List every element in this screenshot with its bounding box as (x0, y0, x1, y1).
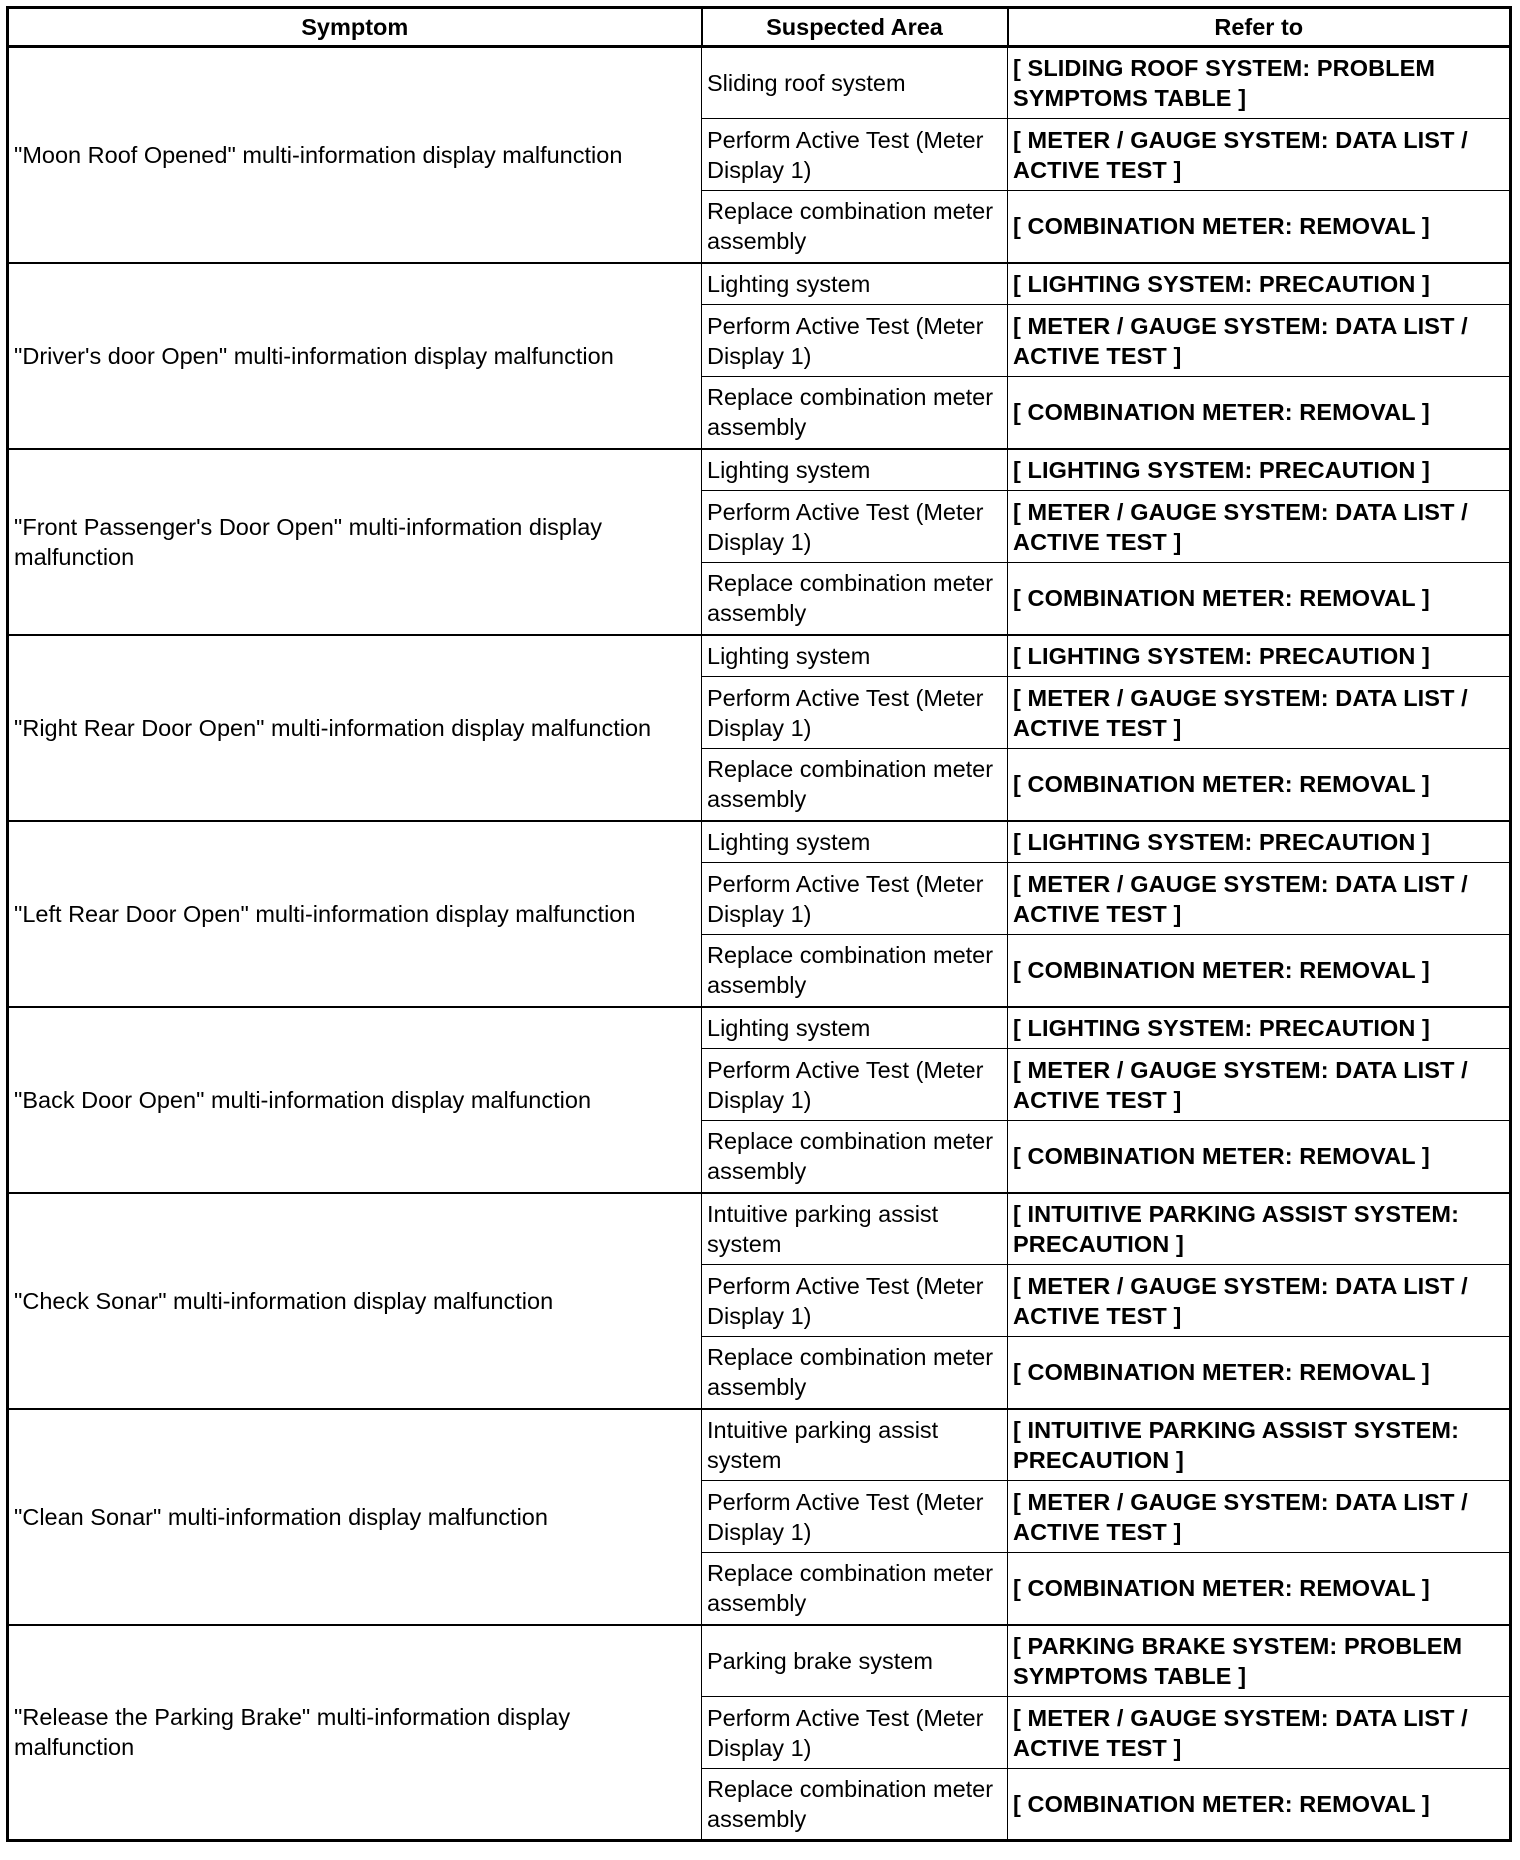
suspected-area-cell: Lighting system (702, 821, 1008, 863)
header-suspected-area: Suspected Area (702, 8, 1008, 47)
table-row (8, 1409, 1511, 1481)
table-row (8, 449, 1511, 491)
suspected-area-cell: Parking brake system (702, 1625, 1008, 1697)
refer-to-link[interactable]: [ LIGHTING SYSTEM: PRECAUTION ] (1008, 635, 1511, 677)
symptom-group (8, 47, 1511, 263)
suspected-area-cell: Perform Active Test (Meter Display 1) (702, 1049, 1008, 1121)
suspected-area-cell: Perform Active Test (Meter Display 1) (702, 491, 1008, 563)
symptom-group (8, 449, 1511, 635)
suspected-area-cell: Perform Active Test (Meter Display 1) (702, 1481, 1008, 1553)
refer-to-link[interactable]: [ INTUITIVE PARKING ASSIST SYSTEM: PRECAUTION ] (1008, 1193, 1511, 1265)
problem-symptoms-table (6, 6, 1512, 1842)
symptom-cell: "Driver's door Open" multi-information display malfunction (8, 263, 702, 449)
suspected-area-cell: Perform Active Test (Meter Display 1) (702, 1697, 1008, 1769)
symptom-cell: "Back Door Open" multi-information display malfunction (8, 1007, 702, 1193)
table-row (8, 635, 1511, 677)
refer-to-link[interactable]: [ METER / GAUGE SYSTEM: DATA LIST / ACTIVE TEST ] (1008, 1481, 1511, 1553)
refer-to-link[interactable]: [ METER / GAUGE SYSTEM: DATA LIST / ACTIVE TEST ] (1008, 491, 1511, 563)
suspected-area-cell: Replace combination meter assembly (702, 1121, 1008, 1193)
header-refer-to: Refer to (1008, 8, 1511, 47)
suspected-area-cell: Replace combination meter assembly (702, 1769, 1008, 1841)
suspected-area-cell: Lighting system (702, 449, 1008, 491)
table-row (8, 263, 1511, 305)
header-symptom: Symptom (8, 8, 702, 47)
refer-to-link[interactable]: [ INTUITIVE PARKING ASSIST SYSTEM: PRECAUTION ] (1008, 1409, 1511, 1481)
refer-to-link[interactable]: [ METER / GAUGE SYSTEM: DATA LIST / ACTIVE TEST ] (1008, 1265, 1511, 1337)
symptom-group (8, 263, 1511, 449)
table-row (8, 1625, 1511, 1697)
suspected-area-cell: Intuitive parking assist system (702, 1193, 1008, 1265)
refer-to-link[interactable]: [ METER / GAUGE SYSTEM: DATA LIST / ACTIVE TEST ] (1008, 1049, 1511, 1121)
refer-to-link[interactable]: [ LIGHTING SYSTEM: PRECAUTION ] (1008, 821, 1511, 863)
suspected-area-cell: Lighting system (702, 263, 1008, 305)
symptom-group (8, 1409, 1511, 1625)
symptom-group (8, 1625, 1511, 1841)
refer-to-link[interactable]: [ COMBINATION METER: REMOVAL ] (1008, 1121, 1511, 1193)
refer-to-link[interactable]: [ COMBINATION METER: REMOVAL ] (1008, 935, 1511, 1007)
refer-to-link[interactable]: [ COMBINATION METER: REMOVAL ] (1008, 1553, 1511, 1625)
suspected-area-cell: Lighting system (702, 1007, 1008, 1049)
table-header (8, 8, 1511, 47)
suspected-area-cell: Replace combination meter assembly (702, 935, 1008, 1007)
symptom-group (8, 821, 1511, 1007)
suspected-area-cell: Perform Active Test (Meter Display 1) (702, 119, 1008, 191)
refer-to-link[interactable]: [ METER / GAUGE SYSTEM: DATA LIST / ACTIVE TEST ] (1008, 119, 1511, 191)
symptom-group (8, 1193, 1511, 1409)
symptom-cell: "Left Rear Door Open" multi-information display malfunction (8, 821, 702, 1007)
refer-to-link[interactable]: [ METER / GAUGE SYSTEM: DATA LIST / ACTIVE TEST ] (1008, 305, 1511, 377)
suspected-area-cell: Perform Active Test (Meter Display 1) (702, 863, 1008, 935)
refer-to-link[interactable]: [ COMBINATION METER: REMOVAL ] (1008, 1769, 1511, 1841)
refer-to-link[interactable]: [ COMBINATION METER: REMOVAL ] (1008, 749, 1511, 821)
suspected-area-cell: Perform Active Test (Meter Display 1) (702, 1265, 1008, 1337)
suspected-area-cell: Intuitive parking assist system (702, 1409, 1008, 1481)
refer-to-link[interactable]: [ PARKING BRAKE SYSTEM: PROBLEM SYMPTOMS TABLE ] (1008, 1625, 1511, 1697)
refer-to-link[interactable]: [ SLIDING ROOF SYSTEM: PROBLEM SYMPTOMS TABLE ] (1008, 47, 1511, 119)
table-row (8, 1193, 1511, 1265)
symptom-cell: "Right Rear Door Open" multi-information display malfunction (8, 635, 702, 821)
suspected-area-cell: Replace combination meter assembly (702, 377, 1008, 449)
symptom-cell: "Check Sonar" multi-information display malfunction (8, 1193, 702, 1409)
symptom-cell: "Release the Parking Brake" multi-information display malfunction (8, 1625, 702, 1841)
refer-to-link[interactable]: [ LIGHTING SYSTEM: PRECAUTION ] (1008, 263, 1511, 305)
refer-to-link[interactable]: [ LIGHTING SYSTEM: PRECAUTION ] (1008, 1007, 1511, 1049)
table-row (8, 47, 1511, 119)
refer-to-link[interactable]: [ LIGHTING SYSTEM: PRECAUTION ] (1008, 449, 1511, 491)
symptom-cell: "Moon Roof Opened" multi-information display malfunction (8, 47, 702, 263)
symptom-group (8, 1007, 1511, 1193)
refer-to-link[interactable]: [ METER / GAUGE SYSTEM: DATA LIST / ACTIVE TEST ] (1008, 863, 1511, 935)
refer-to-link[interactable]: [ METER / GAUGE SYSTEM: DATA LIST / ACTIVE TEST ] (1008, 1697, 1511, 1769)
suspected-area-cell: Perform Active Test (Meter Display 1) (702, 305, 1008, 377)
suspected-area-cell: Sliding roof system (702, 47, 1008, 119)
suspected-area-cell: Replace combination meter assembly (702, 563, 1008, 635)
refer-to-link[interactable]: [ METER / GAUGE SYSTEM: DATA LIST / ACTIVE TEST ] (1008, 677, 1511, 749)
symptom-cell: "Clean Sonar" multi-information display malfunction (8, 1409, 702, 1625)
table-row (8, 821, 1511, 863)
suspected-area-cell: Replace combination meter assembly (702, 1553, 1008, 1625)
suspected-area-cell: Replace combination meter assembly (702, 1337, 1008, 1409)
refer-to-link[interactable]: [ COMBINATION METER: REMOVAL ] (1008, 563, 1511, 635)
suspected-area-cell: Perform Active Test (Meter Display 1) (702, 677, 1008, 749)
refer-to-link[interactable]: [ COMBINATION METER: REMOVAL ] (1008, 191, 1511, 263)
suspected-area-cell: Replace combination meter assembly (702, 191, 1008, 263)
symptom-cell: "Front Passenger's Door Open" multi-information display malfunction (8, 449, 702, 635)
table-row (8, 1007, 1511, 1049)
suspected-area-cell: Replace combination meter assembly (702, 749, 1008, 821)
refer-to-link[interactable]: [ COMBINATION METER: REMOVAL ] (1008, 377, 1511, 449)
suspected-area-cell: Lighting system (702, 635, 1008, 677)
header-row (8, 8, 1511, 47)
refer-to-link[interactable]: [ COMBINATION METER: REMOVAL ] (1008, 1337, 1511, 1409)
symptom-group (8, 635, 1511, 821)
